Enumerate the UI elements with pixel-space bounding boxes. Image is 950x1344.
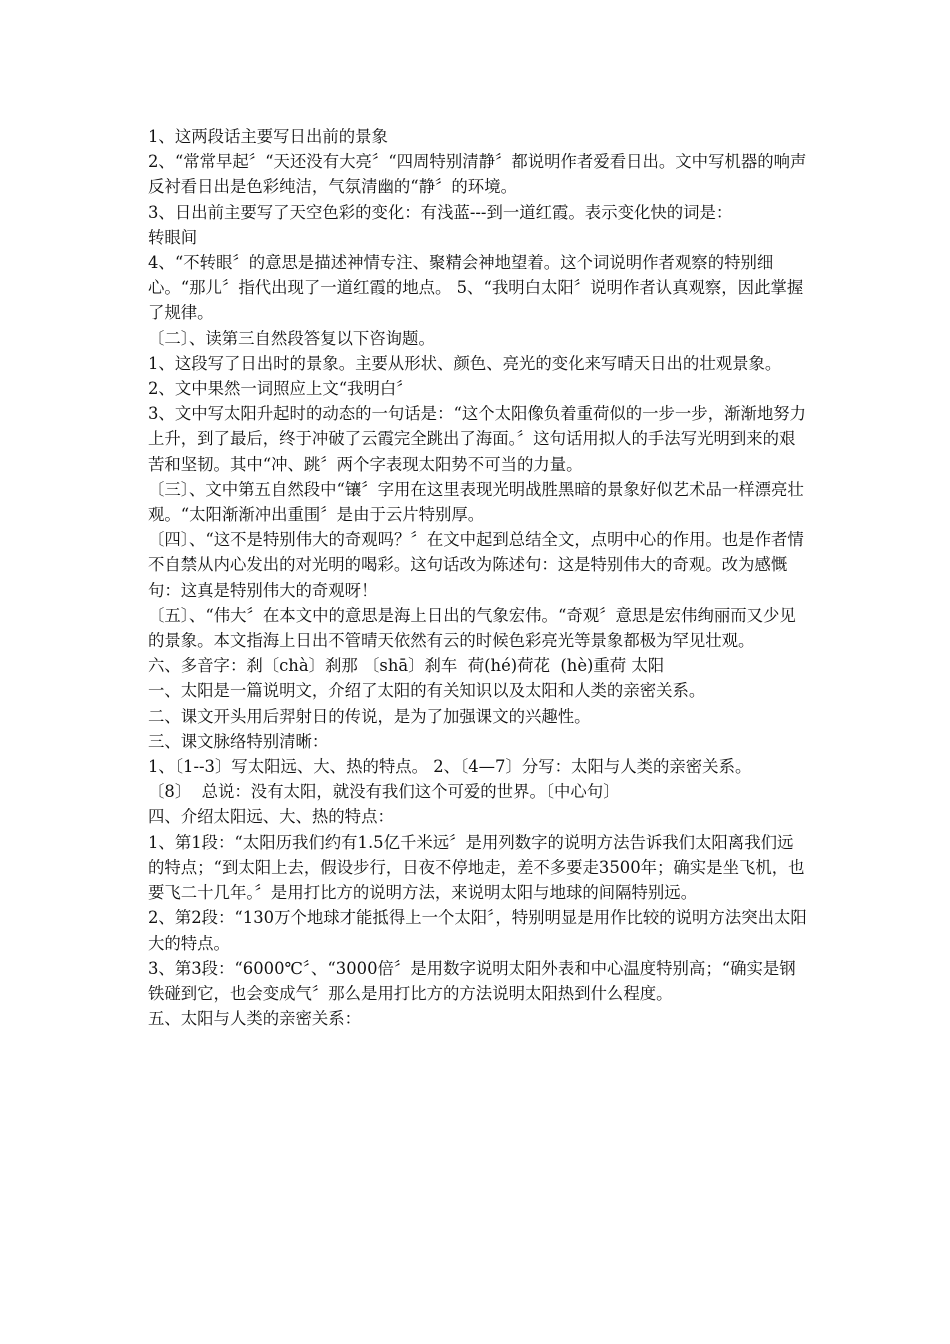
section-heading: 五、太阳与人类的亲密关系： xyxy=(148,1009,362,1029)
section-heading: 四、介绍太阳远、大、热的特点： xyxy=(148,807,394,827)
paragraph: 4、“不转眼〞的意思是描述神情专注、聚精会神地望着。这个词说明作者观察的特别细心。“那儿〞指代出现了一道红霞的地点。 5、“我明白太阳〞说明作者认真观察，因此掌握了规律。 xyxy=(148,253,804,323)
paragraph: 2、文中果然一词照应上文“我明白〞 xyxy=(148,379,413,399)
section-heading: 三、课文脉络特别清晰： xyxy=(148,731,329,751)
paragraph: 2、第2段：“130万个地球才能抵得上一个太阳〞，特别明显是用作比较的说明方法突出太阳大的特点。 xyxy=(148,908,807,953)
paragraph: 转眼间 xyxy=(148,227,198,247)
paragraph: 3、日出前主要写了天空色彩的变化：有浅蓝---到一道红霞。表示变化快的词是： xyxy=(148,202,733,222)
paragraph: 六、多音字：刹〔chà〕刹那 〔shā〕刹车 荷(hé)荷花 (hè)重荷 太阳 xyxy=(148,656,665,676)
paragraph: 1、〔1--3〕写太阳远、大、热的特点。 2、〔4—7〕分写：太阳与人类的亲密关系。 xyxy=(148,757,752,777)
paragraph: 〔四〕、“这不是特别伟大的奇观吗？〞在文中起到总结全文，点明中心的作用。也是作者情不自禁从内心发出的对光明的喝彩。这句话改为陈述句：这是特别伟大的奇观。改为感慨句：这真是特别伟大的奇观呀！ xyxy=(148,530,804,600)
paragraph: 2、“常常早起〞“天还没有大亮〞“四周特别清静〞都说明作者爱看日出。文中写机器的响声反衬看日出是色彩纯洁，气氛清幽的“静〞的环境。 xyxy=(148,152,807,197)
paragraph: 一、太阳是一篇说明文，介绍了太阳的有关知识以及太阳和人类的亲密关系。 xyxy=(148,681,706,701)
section-heading: 〔二〕、读第三自然段答复以下咨询题。 xyxy=(148,328,435,348)
paragraph: 二、课文开头用后羿射日的传说，是为了加强课文的兴趣性。 xyxy=(148,706,591,726)
paragraph: 〔五〕、“伟大〞在本文中的意思是海上日出的气象宏伟。“奇观〞意思是宏伟绚丽而又少见的景象。本文指海上日出不管晴天依然有云的时候色彩亮光等景象都极为罕见壮观。 xyxy=(148,605,796,651)
paragraph: 3、第3段：“6000℃〞、“3000倍〞是用数字说明太阳外表和中心温度特别高；“确实是钢铁碰到它，也会变成气〞那么是用打比方的方法说明太阳热到什么程度。 xyxy=(148,958,796,1003)
document-body xyxy=(148,124,808,1031)
paragraph: 〔8〕 总说：没有太阳，就没有我们这个可爱的世界。〔中心句〕 xyxy=(148,782,620,802)
paragraph: 1、这段写了日出时的景象。主要从形状、颜色、亮光的变化来写晴天日出的壮观景象。 xyxy=(148,353,782,373)
paragraph: 〔三〕、文中第五自然段中“镶〞字用在这里表现光明战胜黑暗的景象好似艺术品一样漂亮壮观。“太阳渐渐冲出重围〞是由于云片特别厚。 xyxy=(148,479,804,525)
paragraph: 1、第1段：“太阳历我们约有1.5亿千米远〞是用列数字的说明方法告诉我们太阳离我们远的特点；“到太阳上去，假设步行，日夜不停地走，差不多要走3500年；确实是坐飞机，也要飞二十几年。〞是用打比方的说明方法，来说明太阳与地球的间隔特别远。 xyxy=(148,832,805,903)
paragraph: 3、文中写太阳升起时的动态的一句话是：“这个太阳像负着重荷似的一步一步，渐渐地努力上升，到了最后，终于冲破了云霞完全跳出了海面。〞这句话用拟人的手法写光明到来的艰苦和坚韧。其中“冲、跳〞两个字表现太阳势不可当的力量。 xyxy=(148,404,807,474)
paragraph: 1、这两段话主要写日出前的景象 xyxy=(148,127,388,146)
